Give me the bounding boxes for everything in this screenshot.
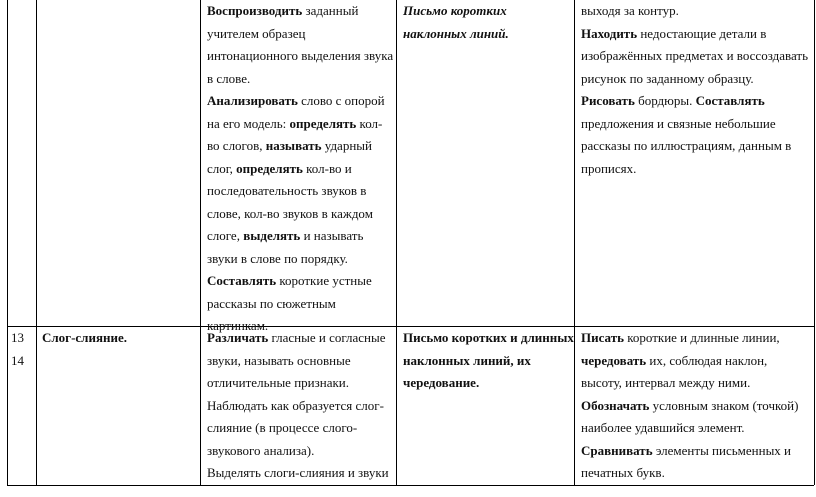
row2-writing-topic-cell [403, 327, 574, 395]
text-line [207, 180, 393, 203]
text-run: слово с опорой [297, 93, 385, 108]
text-line [207, 248, 393, 271]
table-border-left [7, 0, 8, 485]
text-run: бордюры. [634, 93, 696, 108]
row2-topic-cell [42, 327, 127, 350]
text-line [207, 270, 393, 293]
text-line [207, 203, 393, 226]
bold-text: наклонных линий, их [403, 352, 531, 368]
text-run: короткие и длинные линии, [623, 330, 780, 345]
table-column-divider [396, 0, 397, 485]
text-line [581, 350, 798, 373]
text-run: последовательность звуков в [207, 183, 367, 198]
text-line [207, 225, 393, 248]
text-line [403, 327, 574, 350]
bold-text: Обозначать [581, 397, 650, 413]
text-run: во слогов, [207, 138, 266, 153]
text-line [581, 68, 808, 91]
text-run: слияние (в процессе слого- [207, 420, 358, 435]
bold-italic-text: Письмо коротких [403, 3, 507, 18]
text-line [581, 417, 798, 440]
text-run: Наблюдать как образуется слог- [207, 397, 384, 413]
text-run: изображённых предметах и воссоздавать [581, 48, 808, 63]
text-run: и называть [300, 228, 364, 243]
text-run: в слове. [207, 70, 251, 86]
text-line [207, 417, 389, 440]
text-line [403, 23, 509, 46]
text-run: недостающие детали в [637, 25, 767, 41]
text-line [207, 293, 393, 316]
text-run: условным знаком (точкой) [649, 397, 799, 413]
bold-text: Составлять [207, 273, 277, 288]
text-line [207, 158, 393, 181]
text-line [207, 440, 389, 463]
table-border-bottom [7, 485, 814, 486]
bold-text: Различать [207, 330, 269, 345]
bold-text: Слог-слияние. [42, 330, 128, 345]
text-line [581, 158, 808, 181]
text-line [207, 135, 393, 158]
text-run: кол- [356, 115, 383, 131]
text-run: на его модель: [207, 115, 290, 131]
lesson-number: 13 [11, 330, 24, 345]
text-run: короткие устные [276, 273, 372, 288]
text-line [581, 440, 798, 463]
text-run: учителем образец [207, 25, 306, 41]
table-border-right [814, 0, 815, 485]
bold-text: Составлять [695, 93, 765, 108]
text-line [581, 327, 798, 350]
text-line [207, 327, 389, 350]
text-line [581, 23, 808, 46]
text-line [207, 462, 389, 485]
text-line [403, 372, 574, 395]
bold-text: называть [265, 138, 322, 153]
text-run: предложения и связные небольшие [581, 115, 776, 131]
lesson-number: 14 [11, 352, 24, 368]
text-line [207, 45, 393, 68]
text-run: звукового анализа). [207, 442, 315, 458]
bold-text: Рисовать [581, 93, 635, 108]
text-line [207, 68, 393, 91]
text-line [403, 0, 509, 23]
text-run: рассказы по сюжетным [207, 295, 336, 311]
bold-text: чередовать [581, 352, 647, 368]
text-run: печатных букв. [581, 465, 665, 480]
bold-text: определять [236, 160, 303, 176]
bold-text: Сравнивать [581, 442, 653, 458]
text-run: наиболее удавшийся элемент. [581, 420, 745, 435]
text-run: гласные и согласные [268, 330, 386, 345]
text-line [207, 395, 389, 418]
row2-lesson-numbers [11, 327, 24, 372]
text-line [207, 0, 393, 23]
text-line [42, 327, 127, 350]
text-run: отличительные признаки. [207, 375, 350, 390]
text-line [207, 350, 389, 373]
text-run: звуки, называть основные [207, 352, 351, 368]
bold-text: Анализировать [207, 93, 298, 108]
text-line [581, 90, 808, 113]
bold-text: выделять [243, 228, 301, 243]
text-line [207, 23, 393, 46]
text-run: слог, [207, 160, 237, 176]
text-run: выходя за контур. [581, 3, 679, 18]
row1-writing-topic-cell [403, 0, 509, 45]
text-run: слоге, [207, 228, 244, 243]
text-run: заданный [302, 3, 359, 18]
table-column-divider [574, 0, 575, 485]
text-line [581, 395, 798, 418]
text-run: слове, кол-во звуков в каждом [207, 205, 373, 221]
text-run: звуки в слове по порядку. [207, 250, 348, 266]
table-column-divider [200, 0, 201, 485]
text-run: рисунок по заданному образцу. [581, 70, 754, 86]
text-run: Выделять слоги-слияния и звуки [207, 465, 389, 480]
text-run: прописях. [581, 160, 637, 176]
text-line [581, 135, 808, 158]
row1-writing-activities-cell [581, 0, 808, 180]
bold-text: определять [289, 115, 357, 131]
text-line [207, 372, 389, 395]
row2-activities-cell [207, 327, 389, 485]
text-line [403, 350, 574, 373]
text-run: интонационного выделения звука [207, 48, 394, 63]
text-line [581, 45, 808, 68]
bold-text: чередование. [403, 375, 480, 390]
text-line [207, 90, 393, 113]
bold-text: Воспроизводить [207, 3, 303, 18]
row2-writing-activities-cell [581, 327, 798, 485]
text-line [581, 372, 798, 395]
text-line [581, 113, 808, 136]
text-line [581, 462, 798, 485]
text-run: картинкам. [207, 318, 269, 333]
bold-text: Писать [581, 330, 624, 345]
text-line [581, 0, 808, 23]
bold-italic-text: наклонных линий. [403, 25, 509, 41]
bold-text: Находить [581, 25, 638, 41]
text-run: рассказы по иллюстрациям, данным в [581, 138, 792, 153]
bold-text: Письмо коротких и длинных [403, 330, 574, 345]
text-run: кол-во и [302, 160, 352, 176]
row1-activities-cell [207, 0, 393, 338]
text-run: их, соблюдая наклон, [646, 352, 768, 368]
text-run: высоту, интервал между ними. [581, 375, 751, 390]
text-line [207, 113, 393, 136]
text-run: ударный [321, 138, 372, 153]
table-column-divider [36, 0, 37, 485]
text-run: элементы письменных и [652, 442, 792, 458]
